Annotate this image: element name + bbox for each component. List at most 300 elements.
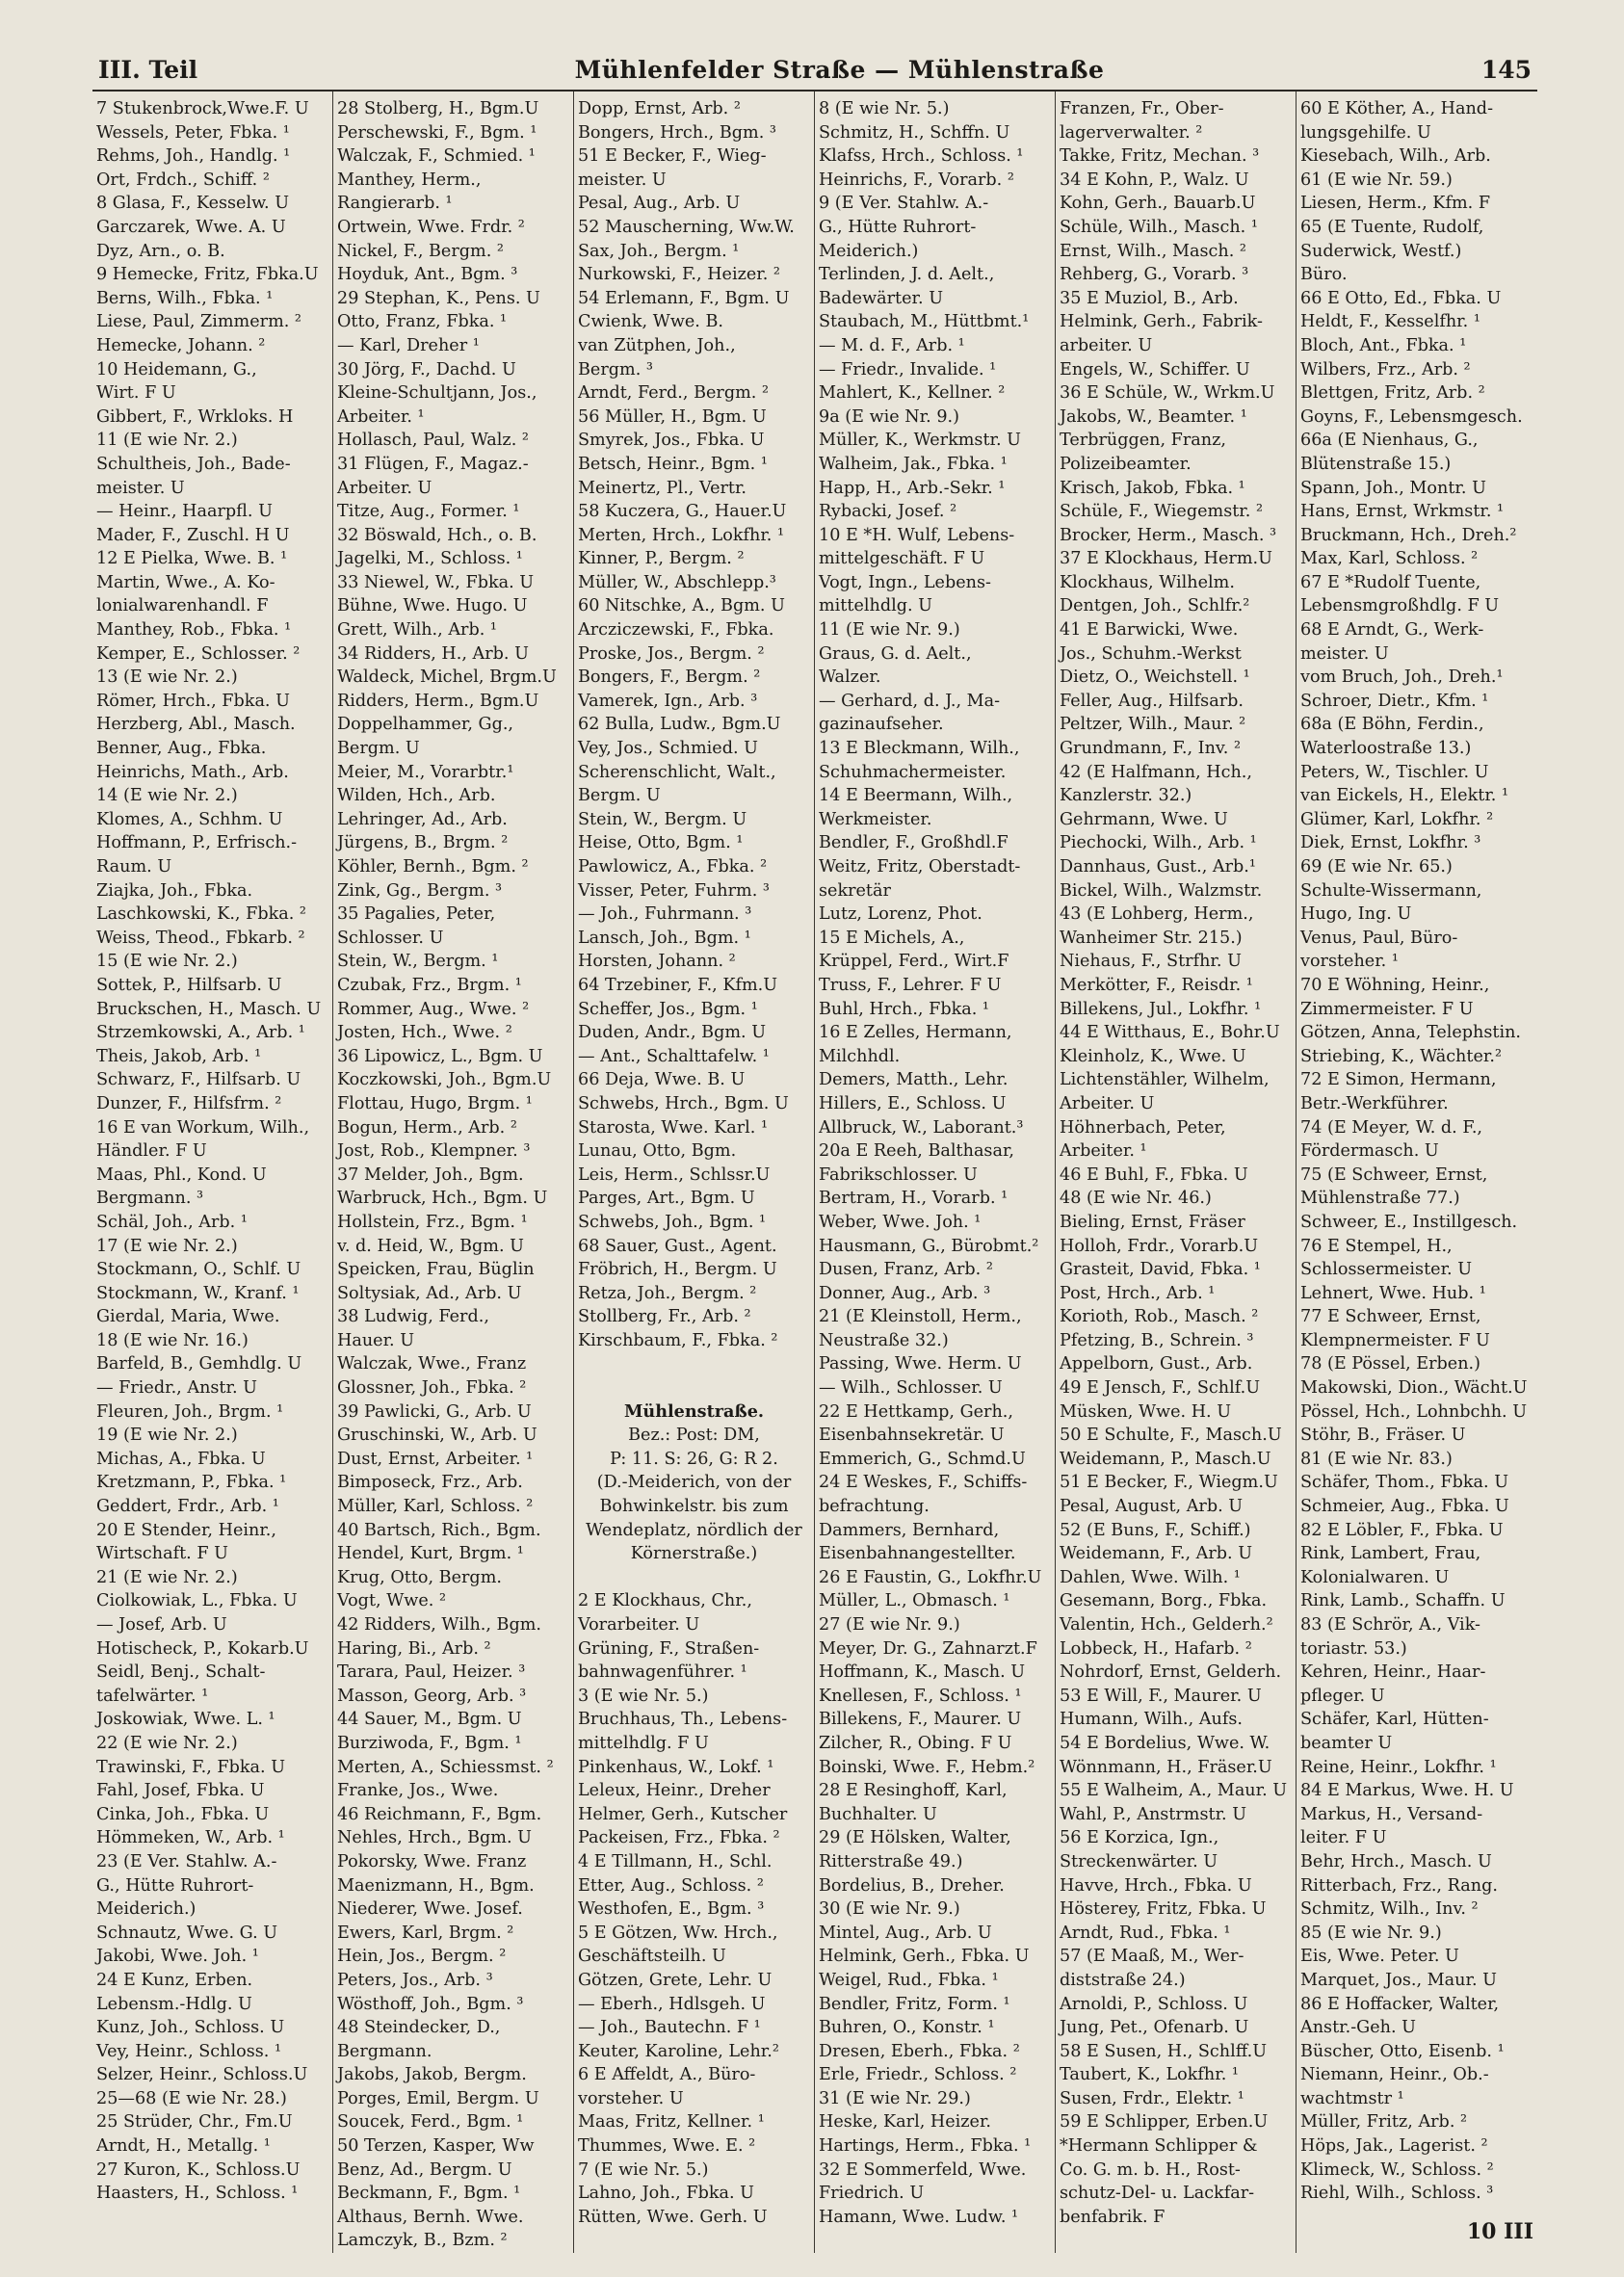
directory-entry: — Joh., Bautechn. F ¹: [578, 2018, 761, 2038]
directory-entry: Dust, Ernst, Arbeiter. ¹: [337, 1449, 534, 1469]
directory-entry: Kleinholz, K., Wwe. U: [1060, 1046, 1246, 1066]
directory-entry: Gibbert, F., Wrkloks. H: [96, 406, 294, 427]
directory-entry: van Eickels, H., Elektr. ¹: [1300, 786, 1509, 806]
directory-entry: 50 E Schulte, F., Masch.U: [1060, 1426, 1282, 1446]
directory-entry: Badewärter. U: [819, 288, 944, 308]
directory-column: [92, 92, 333, 2253]
directory-entry: Heinrichs, F., Vorarb. ²: [819, 170, 1014, 190]
directory-entry: 84 E Markus, Wwe. H. U: [1300, 1781, 1514, 1801]
directory-entry: Martin, Wwe., A. Ko-: [96, 572, 275, 592]
directory-entry: Weiss, Theod., Fbkarb. ²: [96, 928, 305, 948]
directory-entry: 61 (E wie Nr. 59.): [1300, 170, 1453, 190]
directory-entry: Milchhdl.: [819, 1046, 901, 1066]
directory-entry: Jakobi, Wwe. Joh. ¹: [96, 1947, 259, 1967]
directory-entry: Trawinski, F., Fbka. U: [96, 1757, 286, 1777]
directory-entry: Masson, Georg, Arb. ³: [337, 1686, 527, 1706]
directory-entry: Seidl, Benj., Schalt-: [96, 1662, 266, 1683]
directory-entry: 25—68 (E wie Nr. 28.): [96, 2088, 287, 2108]
directory-entry: Schulte-Wissermann,: [1300, 880, 1482, 901]
directory-entry: Emmerich, G., Schmd.U: [819, 1449, 1026, 1469]
directory-entry: Niemann, Heinr., Ob.-: [1300, 2065, 1489, 2085]
directory-entry: mittelgeschäft. F U: [819, 549, 985, 569]
directory-entry: 62 Bulla, Ludw., Bgm.U: [578, 715, 781, 735]
directory-entry: Jost, Rob., Klempner. ³: [337, 1141, 531, 1162]
directory-entry: Bergm. ³: [578, 359, 653, 380]
directory-entry: Vey, Heinr., Schloss. ¹: [96, 2041, 282, 2061]
directory-entry: 69 (E wie Nr. 65.): [1300, 857, 1453, 877]
directory-entry: Köhler, Bernh., Bgm. ²: [337, 857, 529, 877]
directory-entry: 13 E Bleckmann, Wilh.,: [819, 739, 1020, 759]
directory-entry: Schwarz, F., Hilfsarb. U: [96, 1070, 301, 1090]
directory-entry: Dammers, Bernhard,: [819, 1520, 1000, 1540]
directory-entry: 66 E Otto, Ed., Fbka. U: [1300, 288, 1502, 308]
directory-entry: Kohn, Gerh., Bauarb.U: [1060, 194, 1256, 214]
directory-entry: Bendler, F., Großhdl.F: [819, 833, 1008, 853]
directory-entry: Helmer, Gerh., Kutscher: [578, 1804, 788, 1824]
directory-entry: 65 (E Tuente, Rudolf,: [1300, 217, 1484, 237]
directory-entry: Franzen, Fr., Ober-: [1060, 99, 1224, 118]
directory-entry: Staubach, M., Hüttbmt.¹: [819, 312, 1030, 332]
directory-entry: 6 E Affeldt, A., Büro-: [578, 2065, 756, 2085]
directory-entry: Holloh, Frdr., Vorarb.U: [1060, 1236, 1259, 1256]
directory-entry: Garczarek, Wwe. A. U: [96, 217, 286, 237]
directory-entry: Suderwick, Westf.): [1300, 241, 1462, 261]
directory-entry: Pinkenhaus, W., Lokf. ¹: [578, 1757, 774, 1777]
directory-entry: Lichtenstähler, Wilhelm,: [1060, 1070, 1270, 1090]
directory-entry: Maenizmann, H., Bgm.: [337, 1875, 535, 1896]
directory-entry: Schmitz, H., Schffn. U: [819, 122, 1010, 143]
directory-entry: Klockhaus, Wilhelm.: [1060, 572, 1235, 592]
directory-entry: 56 E Korzica, Ign.,: [1060, 1828, 1219, 1848]
directory-entry: Schwebs, Hrch., Bgm. U: [578, 1093, 789, 1113]
directory-entry: Rybacki, Josef. ²: [819, 502, 957, 522]
directory-entry: Schäfer, Karl, Hütten-: [1300, 1710, 1489, 1730]
directory-column: [1056, 92, 1297, 2253]
directory-entry: Fleuren, Joh., Brgm. ¹: [96, 1401, 284, 1422]
directory-entry: toriastr. 53.): [1300, 1638, 1407, 1659]
directory-entry: Dahlen, Wwe. Wilh. ¹: [1060, 1567, 1241, 1587]
directory-entry: 8 Glasa, F., Kesselw. U: [96, 194, 290, 214]
directory-entry: Taubert, K., Lokfhr. ¹: [1060, 2065, 1239, 2085]
directory-entry: Bergmann. ³: [96, 1189, 204, 1209]
directory-entry: Manthey, Herm.,: [337, 170, 482, 190]
directory-entry: 27 (E wie Nr. 9.): [819, 1615, 960, 1635]
directory-entry: Polizeibeamter.: [1060, 454, 1192, 474]
directory-entry: Soltysiak, Ad., Arb. U: [337, 1283, 522, 1303]
directory-entry: 67 E *Rudolf Tuente,: [1300, 572, 1481, 592]
directory-entry: Strzemkowski, A., Arb. ¹: [96, 1023, 305, 1043]
directory-entry: Weidemann, P., Masch.U: [1060, 1449, 1271, 1469]
directory-entry: Kleine-Schultjann, Jos.,: [337, 383, 537, 404]
directory-entry: Rehms, Joh., Handlg. ¹: [96, 146, 291, 167]
directory-entry: Stollberg, Fr., Arb. ²: [578, 1307, 751, 1327]
directory-entry: Haasters, H., Schloss. ¹: [96, 2184, 299, 2204]
directory-entry: 15 E Michels, A.,: [819, 928, 965, 948]
directory-entry: Anstr.-Geh. U: [1300, 2018, 1416, 2038]
directory-entry: 42 Ridders, Wilh., Bgm.: [337, 1615, 542, 1635]
directory-entry: Hoffmann, K., Masch. U: [819, 1662, 1026, 1683]
directory-entry: Niehaus, F., Strfhr. U: [1060, 952, 1242, 972]
directory-entry: 4 E Tillmann, H., Schl.: [578, 1851, 773, 1871]
directory-entry: Händler. F U: [96, 1141, 207, 1162]
directory-entry: Höps, Jak., Lagerist. ²: [1300, 2136, 1488, 2157]
directory-entry: 16 E van Workum, Wilh.,: [96, 1117, 310, 1138]
directory-entry: Wilbers, Frz., Arb. ²: [1300, 359, 1471, 380]
directory-entry: 24 E Weskes, F., Schiffs-: [819, 1473, 1028, 1493]
directory-entry: Mintel, Aug., Arb. U: [819, 1923, 992, 1943]
directory-entry: Starosta, Wwe. Karl. ¹: [578, 1117, 769, 1138]
directory-entry: Benz, Ad., Bergm. U: [337, 2159, 512, 2180]
directory-entry: Müsken, Wwe. H. U: [1060, 1401, 1232, 1422]
directory-entry: bahnwagenführer. ¹: [578, 1662, 747, 1683]
directory-entry: Klomes, A., Schhm. U: [96, 809, 283, 829]
directory-entry: — Eberh., Hdlsgeh. U: [578, 1994, 766, 2014]
directory-entry: Hausmann, G., Bürobmt.²: [819, 1236, 1039, 1256]
directory-entry: 60 Nitschke, A., Bgm. U: [578, 596, 785, 616]
directory-entry: 14 (E wie Nr. 2.): [96, 786, 238, 806]
directory-entry: Bogun, Herm., Arb. ²: [337, 1117, 517, 1138]
directory-entry: Walczak, Wwe., Franz: [337, 1354, 527, 1374]
directory-entry: Schlosser. U: [337, 928, 444, 948]
directory-entry: Lamczyk, B., Bzm. ²: [337, 2231, 508, 2251]
directory-entry: Müller, L., Obmasch. ¹: [819, 1591, 1010, 1611]
directory-entry: Arnoldi, P., Schloss. U: [1060, 1994, 1248, 2014]
directory-entry: 51 E Becker, F., Wieg-: [578, 146, 767, 167]
directory-entry: Schüle, F., Wiegemstr. ²: [1060, 502, 1264, 522]
directory-entry: Billekens, F., Maurer. U: [819, 1710, 1022, 1730]
directory-entry: 16 E Zelles, Hermann,: [819, 1023, 1012, 1043]
directory-entry: Hamann, Wwe. Ludw. ¹: [819, 2207, 1019, 2227]
directory-entry: Peters, Jos., Arb. ³: [337, 1970, 493, 1990]
directory-entry: 82 E Löbler, F., Fbka. U: [1300, 1520, 1504, 1540]
directory-entry: 68 Sauer, Gust., Agent.: [578, 1236, 777, 1256]
directory-entry: 46 Reichmann, F., Bgm.: [337, 1804, 542, 1824]
directory-entry: Lutz, Lorenz, Phot.: [819, 904, 982, 925]
directory-entry: Visser, Peter, Fuhrm. ³: [578, 880, 770, 901]
directory-entry: Happ, H., Arb.-Sekr. ¹: [819, 478, 1006, 498]
directory-entry: *Hermann Schlipper &: [1060, 2136, 1258, 2157]
directory-entry: pfleger. U: [1300, 1686, 1385, 1706]
directory-entry: Parges, Art., Bgm. U: [578, 1189, 755, 1209]
directory-entry: Arndt, H., Metallg. ¹: [96, 2136, 271, 2157]
directory-entry: 30 (E wie Nr. 9.): [819, 1899, 960, 1920]
directory-entry: Duden, Andr., Bgm. U: [578, 1023, 767, 1043]
directory-entry: Soucek, Ferd., Bgm. ¹: [337, 2112, 524, 2133]
directory-entry: Bruchhaus, Th., Lebens-: [578, 1710, 788, 1730]
directory-entry: 20a E Reeh, Balthasar,: [819, 1141, 1015, 1162]
directory-entry: 50 Terzen, Kasper, Ww: [337, 2136, 535, 2157]
directory-entry: Dopp, Ernst, Arb. ²: [578, 99, 741, 118]
directory-entry: 77 E Schweer, Ernst,: [1300, 1307, 1481, 1327]
directory-entry: Meier, M., Vorarbtr.¹: [337, 762, 514, 782]
directory-entry: 20 E Stender, Heinr.,: [96, 1520, 276, 1540]
directory-entry: Rommer, Aug., Wwe. ²: [337, 999, 530, 1019]
directory-entry: 21 (E Kleinstoll, Herm.,: [819, 1307, 1022, 1327]
directory-entry: Wanheimer Str. 215.): [1060, 928, 1243, 948]
street-heading: Mühlenstraße.: [623, 1400, 765, 1422]
directory-entry: 7 (E wie Nr. 5.): [578, 2159, 709, 2180]
directory-entry: Gierdal, Maria, Wwe.: [96, 1307, 280, 1327]
directory-entry: 18 (E wie Nr. 16.): [96, 1330, 249, 1350]
directory-entry: Stockmann, O., Schlf. U: [96, 1260, 301, 1280]
directory-entry: lagerverwalter. ²: [1060, 122, 1203, 143]
directory-entry: Truss, F., Lehrer. F U: [819, 975, 1002, 995]
directory-entry: Hömmeken, W., Arb. ¹: [96, 1828, 285, 1848]
directory-entry: 14 E Beermann, Wilh.,: [819, 786, 1013, 806]
directory-entry: Benner, Aug., Fbka.: [96, 739, 267, 759]
directory-entry: 3 (E wie Nr. 5.): [578, 1686, 709, 1706]
directory-entry: Kinner, P., Bergm. ²: [578, 549, 745, 569]
directory-entry: Geschäftsteilh. U: [578, 1947, 726, 1967]
directory-entry: Susen, Frdr., Elektr. ¹: [1060, 2088, 1244, 2108]
directory-entry: Co. G. m. b. H., Rost-: [1060, 2159, 1241, 2180]
directory-entry: Dannhaus, Gust., Arb.¹: [1060, 857, 1256, 877]
directory-entry: Scherenschlicht, Walt.,: [578, 762, 776, 782]
directory-entry: Zink, Gg., Bergm. ³: [337, 880, 503, 901]
directory-entry: Mader, F., Zuschl. H U: [96, 525, 290, 545]
directory-entry: Beckmann, F., Bgm. ¹: [337, 2184, 521, 2204]
directory-entry: 33 Niewel, W., Fbka. U: [337, 572, 535, 592]
street-title: Mühlenfelder Straße — Mühlenstraße: [574, 56, 1105, 84]
directory-entry: Bohwinkelstr. bis zum: [599, 1497, 789, 1517]
directory-entry: Porges, Emil, Bergm. U: [337, 2088, 539, 2108]
directory-entry: Dietz, O., Weichstell. ¹: [1060, 667, 1250, 688]
directory-entry: 57 (E Maaß, M., Wer-: [1060, 1947, 1244, 1967]
directory-entry: Arndt, Rud., Fbka. ¹: [1060, 1923, 1231, 1943]
directory-entry: Humann, Wilh., Aufs.: [1060, 1710, 1244, 1730]
directory-entry: Höhnerbach, Peter,: [1060, 1117, 1226, 1138]
directory-entry: 59 E Schlipper, Erben.U: [1060, 2112, 1269, 2133]
directory-column: [1297, 92, 1537, 2253]
directory-entry: Ziajka, Joh., Fbka.: [96, 880, 253, 901]
directory-entry: — Ant., Schalttafelw. ¹: [578, 1046, 770, 1066]
directory-entry: Klempnermeister. F U: [1300, 1330, 1490, 1350]
directory-entry: Joskowiak, Wwe. L. ¹: [96, 1710, 275, 1730]
directory-entry: Cwienk, Wwe. B.: [578, 312, 723, 332]
directory-entry: Scheffer, Jos., Bgm. ¹: [578, 999, 758, 1019]
directory-entry: Terlinden, J. d. Aelt.,: [819, 265, 995, 285]
directory-entry: Kretzmann, P., Fbka. ¹: [96, 1473, 287, 1493]
directory-entry: meister. U: [578, 170, 667, 190]
directory-entry: Weigel, Rud., Fbka. ¹: [819, 1970, 999, 1990]
directory-entry: — Karl, Dreher ¹: [337, 335, 480, 355]
directory-entry: Jakobs, W., Beamter. ¹: [1060, 406, 1247, 427]
directory-entry: Lunau, Otto, Bgm.: [578, 1141, 737, 1162]
directory-entry: Koczkowski, Joh., Bgm.U: [337, 1070, 552, 1090]
directory-entry: Heise, Otto, Bgm. ¹: [578, 833, 744, 853]
directory-entry: Brocker, Herm., Masch. ³: [1060, 525, 1277, 545]
directory-entry: Bieling, Ernst, Fräser: [1060, 1212, 1245, 1232]
directory-entry: Manthey, Rob., Fbka. ¹: [96, 620, 292, 641]
directory-entry: Heske, Karl, Heizer.: [819, 2112, 992, 2133]
directory-entry: Speicken, Frau, Büglin: [337, 1260, 535, 1280]
directory-entry: Grüning, F., Straßen-: [578, 1638, 760, 1659]
directory-entry: 44 E Witthaus, E., Bohr.U: [1060, 1023, 1280, 1043]
directory-entry: 78 (E Pössel, Erben.): [1300, 1354, 1480, 1374]
directory-entry: 26 E Faustin, G., Lokfhr.U: [819, 1567, 1042, 1587]
directory-entry: Schmitz, Wilh., Inv. ²: [1300, 1899, 1479, 1920]
directory-entry: Ort, Frdch., Schiff. ²: [96, 170, 270, 190]
directory-entry: Walczak, F., Schmied. ¹: [337, 146, 536, 167]
directory-entry: Bruckschen, H., Masch. U: [96, 999, 322, 1019]
directory-entry: Jagelki, M., Schloss. ¹: [337, 549, 523, 569]
directory-entry: Schlossermeister. U: [1300, 1260, 1473, 1280]
directory-entry: Hartings, Herm., Fbka. ¹: [819, 2136, 1032, 2157]
directory-entry: Peltzer, Wilh., Maur. ²: [1060, 715, 1246, 735]
directory-entry: 38 Ludwig, Ferd.,: [337, 1307, 489, 1327]
directory-entry: van Zütphen, Joh.,: [578, 335, 736, 355]
directory-entry: 23 (E Ver. Stahlw. A.-: [96, 1851, 277, 1871]
directory-entry: Dusen, Franz, Arb. ²: [819, 1260, 993, 1280]
directory-entry: Meiderich.): [819, 241, 919, 261]
directory-entry: Geddert, Frdr., Arb. ¹: [96, 1497, 279, 1517]
directory-entry: 34 E Kohn, P., Walz. U: [1060, 170, 1249, 190]
directory-entry: Streckenwärter. U: [1060, 1851, 1218, 1871]
directory-entry: [578, 1566, 810, 1590]
directory-entry: Wönnmann, H., Fräser.U: [1060, 1757, 1272, 1777]
directory-entry: Bickel, Wilh., Walzmstr.: [1060, 880, 1263, 901]
directory-entry: Peters, W., Tischler. U: [1300, 762, 1489, 782]
directory-entry: Engels, W., Schiffer. U: [1060, 359, 1250, 380]
directory-entry: Maas, Fritz, Kellner. ¹: [578, 2112, 765, 2133]
directory-entry: — Gerhard, d. J., Ma-: [819, 691, 1001, 711]
directory-entry: 54 Erlemann, F., Bgm. U: [578, 288, 790, 308]
directory-entry: Bongers, F., Bergm. ²: [578, 667, 761, 688]
directory-entry: Nurkowski, F., Heizer. ²: [578, 265, 780, 285]
directory-entry: Horsten, Johann. ²: [578, 952, 736, 972]
directory-entry: 52 Mauscherning, Ww.W.: [578, 217, 795, 237]
directory-entry: Burziwoda, F., Bgm. ¹: [337, 1733, 522, 1753]
directory-entry: 12 E Pielka, Wwe. B. ¹: [96, 549, 288, 569]
directory-entry: Rink, Lamb., Schaffn. U: [1300, 1591, 1506, 1611]
directory-entry: Stöhr, B., Fräser. U: [1300, 1426, 1466, 1446]
directory-entry: mittelhdlg. F U: [578, 1733, 709, 1753]
directory-entry: Hein, Jos., Bergm. ²: [337, 1947, 507, 1967]
directory-entry: Sax, Joh., Bergm. ¹: [578, 241, 740, 261]
directory-entry: Ernst, Wilh., Masch. ²: [1060, 241, 1246, 261]
directory-entry: Hans, Ernst, Wrkmstr. ¹: [1300, 502, 1505, 522]
directory-entry: Pesal, Aug., Arb. U: [578, 194, 741, 214]
directory-entry: 56 Müller, H., Bgm. U: [578, 406, 767, 427]
directory-entry: 11 (E wie Nr. 2.): [96, 431, 238, 451]
directory-entry: Appelborn, Gust., Arb.: [1060, 1354, 1253, 1374]
directory-entry: Arbeiter. U: [337, 478, 432, 498]
directory-entry: Vamerek, Ign., Arb. ³: [578, 691, 758, 711]
directory-entry: gazinaufseher.: [819, 715, 944, 735]
directory-entry: 9a (E wie Nr. 9.): [819, 406, 959, 427]
directory-entry: Zimmermeister. F U: [1300, 999, 1474, 1019]
directory-entry: 36 Lipowicz, L., Bgm. U: [337, 1046, 543, 1066]
directory-entry: Keuter, Karoline, Lehr.²: [578, 2041, 779, 2061]
directory-entry: Fahl, Josef, Fbka. U: [96, 1781, 265, 1801]
directory-entry: Rütten, Wwe. Gerh. U: [578, 2207, 768, 2227]
directory-entry: 48 (E wie Nr. 46.): [1060, 1189, 1212, 1209]
directory-entry: Stein, W., Bergm. ¹: [337, 952, 499, 972]
directory-entry: Dyz, Arn., o. B.: [96, 241, 225, 261]
directory-entry: 27 Kuron, K., Schloss.U: [96, 2159, 301, 2180]
directory-entry: Meyer, Dr. G., Zahnarzt.F: [819, 1638, 1037, 1659]
directory-entry: Schäfer, Thom., Fbka. U: [1300, 1473, 1509, 1493]
directory-entry: Heldt, F., Kesselfhr. ¹: [1300, 312, 1480, 332]
directory-entry: Pawlowicz, A., Fbka. ²: [578, 857, 768, 877]
directory-entry: 22 E Hettkamp, Gerh.,: [819, 1401, 1013, 1422]
directory-entry: Waldeck, Michel, Brgm.U: [337, 667, 557, 688]
directory-entry: Piechocki, Wilh., Arb. ¹: [1060, 833, 1257, 853]
directory-entry: Bergmann.: [337, 2041, 432, 2061]
directory-entry: Lebensm.-Hdlg. U: [96, 1994, 252, 2014]
directory-entry: Römer, Hrch., Fbka. U: [96, 691, 290, 711]
directory-entry: Meiderich.): [96, 1899, 196, 1920]
directory-entry: Bergm. U: [578, 786, 661, 806]
directory-entry: Hoffmann, P., Erfrisch.-: [96, 833, 298, 853]
directory-entry: Erle, Friedr., Schloss. ²: [819, 2065, 1017, 2085]
directory-entry: Lansch, Joh., Bgm. ¹: [578, 928, 751, 948]
directory-entry: Dresen, Eberh., Fbka. ²: [819, 2041, 1020, 2061]
directory-entry: Althaus, Bernh. Wwe.: [337, 2207, 524, 2227]
directory-entry: Retza, Joh., Bergm. ²: [578, 1283, 757, 1303]
directory-entry: Josten, Hch., Wwe. ²: [337, 1023, 512, 1043]
directory-entry: Michas, A., Fbka. U: [96, 1449, 266, 1469]
directory-entry: Allbruck, W., Laborant.³: [819, 1117, 1024, 1138]
directory-entry: Reine, Heinr., Lokfhr. ¹: [1300, 1757, 1497, 1777]
directory-entry: 32 E Sommerfeld, Wwe.: [819, 2159, 1027, 2180]
directory-entry: Krisch, Jakob, Fbka. ¹: [1060, 478, 1245, 498]
directory-entry: Wösthoff, Joh., Bgm. ³: [337, 1994, 524, 2014]
directory-entry: Friedrich. U: [819, 2184, 925, 2204]
directory-entry: 52 (E Buns, F., Schiff.): [1060, 1520, 1251, 1540]
directory-entry: Stein, W., Bergm. U: [578, 809, 747, 829]
directory-entry: meister. U: [96, 478, 185, 498]
directory-entry: 68a (E Böhn, Ferdin.,: [1300, 715, 1484, 735]
directory-entry: Waterloostraße 13.): [1300, 739, 1472, 759]
directory-entry: Smyrek, Jos., Fbka. U: [578, 431, 765, 451]
directory-entry: Götzen, Grete, Lehr. U: [578, 1970, 773, 1990]
section-label: III. Teil: [98, 56, 198, 84]
directory-entry: 81 (E wie Nr. 83.): [1300, 1449, 1453, 1469]
directory-entry: Fördermasch. U: [1300, 1141, 1439, 1162]
directory-entry: Hösterey, Fritz, Fbka. U: [1060, 1899, 1267, 1920]
directory-entry: mittelhdlg. U: [819, 596, 932, 616]
directory-entry: Walheim, Jak., Fbka. ¹: [819, 454, 1008, 474]
directory-entry: 10 Heidemann, G.,: [96, 359, 257, 380]
directory-entry: 22 (E wie Nr. 2.): [96, 1733, 238, 1753]
directory-entry: Theis, Jakob, Arb. ¹: [96, 1046, 262, 1066]
directory-entry: 66a (E Nienhaus, G.,: [1300, 431, 1479, 451]
directory-entry: Kemper, E., Schlosser. ²: [96, 643, 301, 664]
directory-entry: 36 E Schüle, W., Wrkm.U: [1060, 383, 1275, 404]
directory-entry: Lebensmgroßhdlg. F U: [1300, 596, 1500, 616]
directory-entry: Etter, Aug., Schloss. ²: [578, 1875, 764, 1896]
directory-entry: Vogt, Wwe. ²: [337, 1591, 446, 1611]
directory-entry: Bruckmann, Hch., Dreh.²: [1300, 525, 1517, 545]
directory-entry: Bergm. U: [337, 739, 420, 759]
directory-entry: Buhren, O., Konstr. ¹: [819, 2018, 995, 2038]
directory-entry: 5 E Götzen, Ww. Hrch.,: [578, 1923, 778, 1943]
directory-entry: Czubak, Frz., Brgm. ¹: [337, 975, 522, 995]
directory-entry: Bertram, H., Vorarb. ¹: [819, 1189, 1008, 1209]
directory-entry: Müller, W., Abschlepp.³: [578, 572, 776, 592]
directory-entry: Demers, Matth., Lehr.: [819, 1070, 1008, 1090]
directory-entry: Walzer.: [819, 667, 881, 688]
directory-entry: Hauer. U: [337, 1330, 415, 1350]
directory-entry: 21 (E wie Nr. 2.): [96, 1567, 238, 1587]
directory-entry: Behr, Hrch., Masch. U: [1300, 1851, 1492, 1871]
directory-entry: Schwebs, Joh., Bgm. ¹: [578, 1212, 767, 1232]
directory-entry: Bloch, Ant., Fbka. ¹: [1300, 335, 1467, 355]
directory-entry: 7 Stukenbrock,Wwe.F. U: [96, 99, 309, 118]
directory-entry: Knellesen, F., Schloss. ¹: [819, 1686, 1022, 1706]
directory-entry: 58 E Susen, H., Schlff.U: [1060, 2041, 1268, 2061]
